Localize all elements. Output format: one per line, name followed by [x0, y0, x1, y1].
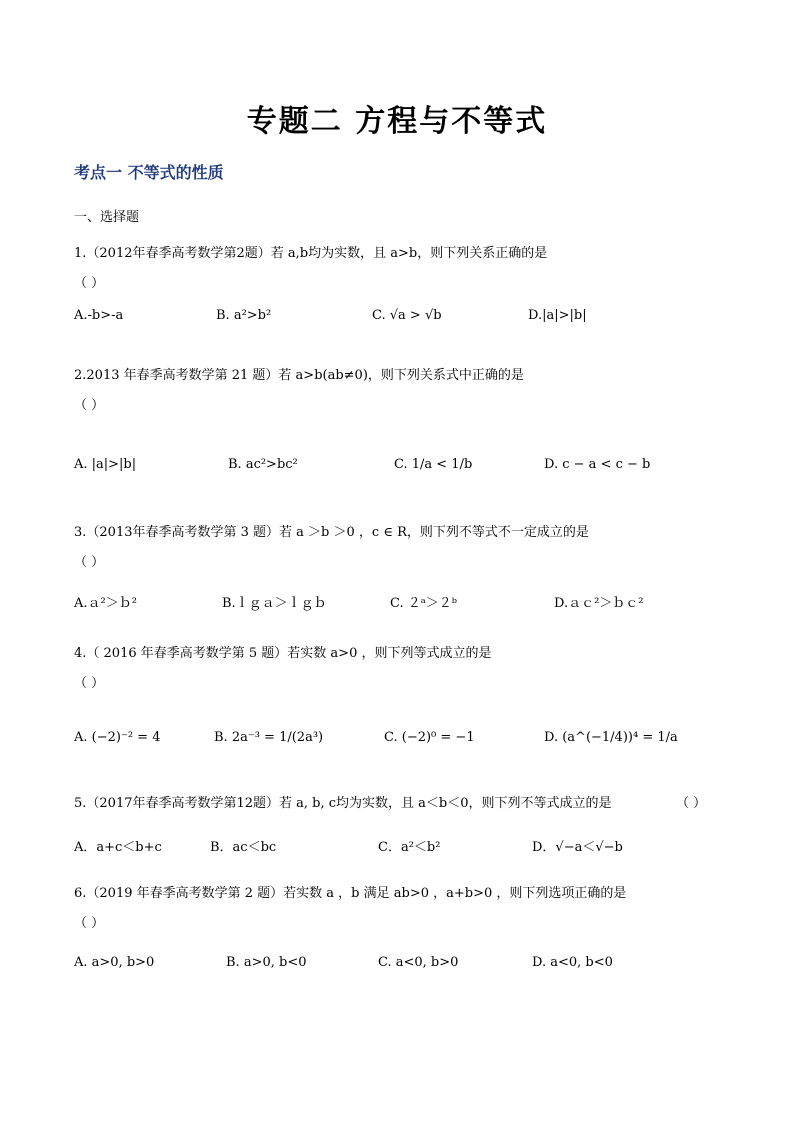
option-a: A. a>0, b>0 — [74, 955, 155, 970]
option-d: D. (a^(−1/4))⁴ = 1/a — [544, 730, 678, 745]
section-heading: 考点一 不等式的性质 — [74, 163, 224, 182]
option-a: A. |a|>|b| — [74, 457, 137, 472]
option-c: C. (−2)⁰ = −1 — [384, 730, 475, 745]
answer-blank: （ ） — [74, 676, 105, 691]
option-b: B.ｌｇａ＞ｌｇｂ — [222, 596, 327, 611]
question-stem: 2.2013 年春季高考数学第 21 题）若 a>b(ab≠0)，则下列关系式中正确的是 — [74, 368, 524, 383]
option-d: D．√−a＜√−b — [532, 840, 623, 855]
options-6 — [74, 955, 722, 985]
option-d: D.ａｃ²＞ｂｃ² — [554, 596, 644, 611]
options-5 — [74, 836, 722, 866]
options-1 — [74, 308, 722, 338]
question-stem: 6.（2019 年春季高考数学第 2 题）若实数 a ，b 满足 ab>0 ，a+b>0 ，则下列选项正确的是 — [74, 886, 627, 901]
answer-blank: （ ） — [676, 796, 707, 811]
question-4 — [74, 639, 722, 699]
option-c: C. √a > √b — [372, 308, 442, 323]
option-d: D.|a|>|b| — [528, 308, 587, 323]
option-b: B. ac²>bc² — [228, 457, 298, 472]
question-1 — [74, 239, 722, 299]
question-6 — [74, 879, 722, 939]
question-stem: 4.（ 2016 年春季高考数学第 5 题）若实数 a>0 ，则下列等式成立的是 — [74, 646, 492, 661]
option-d: D. a<0, b<0 — [532, 955, 613, 970]
question-3 — [74, 518, 722, 578]
option-a: A. (−2)⁻² = 4 — [74, 730, 161, 745]
options-4 — [74, 730, 722, 760]
answer-blank: （ ） — [74, 276, 105, 291]
option-c: C. a<0, b>0 — [378, 955, 459, 970]
option-c: C．a²＜b² — [378, 840, 441, 855]
question-5 — [74, 789, 722, 819]
option-a: A．a+c＜b+c — [74, 840, 162, 855]
option-b: B. a²>b² — [216, 308, 272, 323]
question-stem: 3.（2013年春季高考数学第 3 题）若 a ＞b ＞0 ，c ∈ R，则下列不等式不一定成立的是 — [74, 525, 589, 540]
part-label: 一、选择题 — [74, 210, 140, 225]
answer-blank: （ ） — [74, 398, 105, 413]
option-d: D. c − a < c − b — [544, 457, 651, 472]
options-3 — [74, 592, 722, 622]
answer-blank: （ ） — [74, 916, 105, 931]
option-c: C. 1/a < 1/b — [394, 457, 473, 472]
question-stem: 5.（2017年春季高考数学第12题）若 a, b, c均为实数，且 a＜b＜0，则下列不等式成立的是 — [74, 796, 612, 811]
question-2 — [74, 361, 722, 421]
option-c: C. ２ᵃ＞２ᵇ — [390, 596, 457, 611]
option-b: B. 2a⁻³ = 1/(2a³) — [214, 730, 324, 745]
option-a: A.ａ²＞ｂ² — [74, 596, 137, 611]
answer-blank: （ ） — [74, 555, 105, 570]
option-b: B. a>0, b<0 — [226, 955, 307, 970]
question-stem: 1.（2012年春季高考数学第2题）若 a,b均为实数，且 a>b，则下列关系正确的是 — [74, 246, 548, 261]
options-2 — [74, 457, 722, 487]
option-a: A.-b>-a — [74, 308, 124, 323]
page-title: 专题二 方程与不等式 — [246, 104, 548, 139]
option-b: B．ac＜bc — [210, 840, 277, 855]
